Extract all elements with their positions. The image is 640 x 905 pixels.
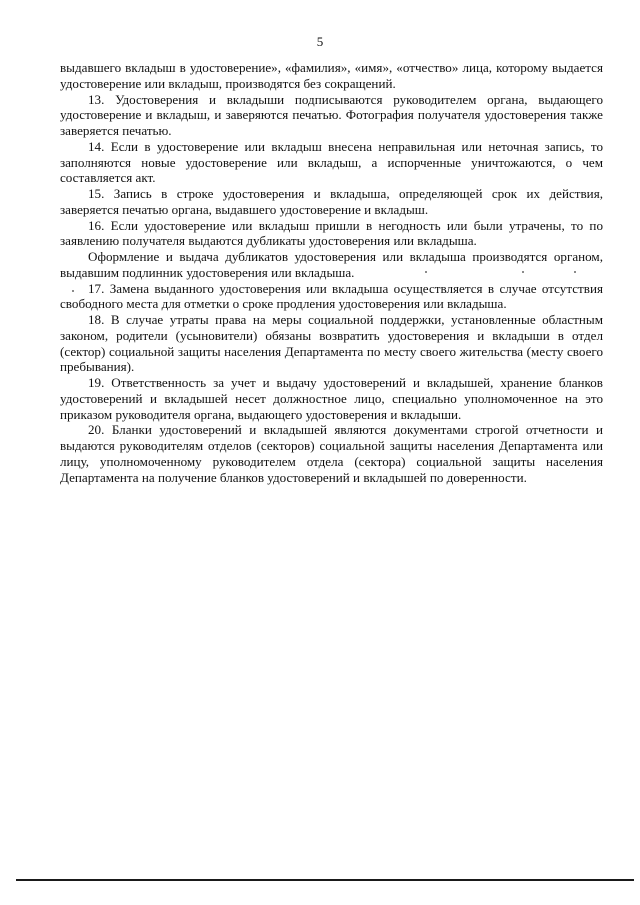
paragraph-continuation: выдавшего вкладыш в удостоверение», «фамилия», «имя», «отчество» лица, которому выдается удостоверение или вкладыш, производятся без сокращений. — [60, 60, 603, 91]
scan-speck — [72, 290, 74, 292]
paragraph-19: 19. Ответственность за учет и выдачу удостоверений и вкладышей, хранение бланков удостоверений и вкладышей несет должностное лицо, специально уполномоченное на это приказом руководителя органа, выдающего удостоверения и вкладыши. — [60, 375, 603, 422]
scan-speck — [425, 271, 427, 273]
paragraph-13: 13. Удостоверения и вкладыши подписываются руководителем органа, выдающего удостоверение и вкладыш, и заверяются печатью. Фотография получателя удостоверения также заверяется печатью. — [60, 91, 603, 138]
scan-speck — [574, 271, 576, 273]
paragraph-18: 18. В случае утраты права на меры социальной поддержки, установленные областным законом, родители (усыновители) обязаны возвратить удостоверения и вкладыши в отдел (сектор) социальной защиты населения Департамента по месту своего жительства (месту своего пребывания). — [60, 312, 603, 375]
bottom-border-line — [16, 879, 634, 881]
paragraph-16-duplicates: Оформление и выдача дубликатов удостоверения или вкладыша производятся органом, выдавшим подлинник удостоверения или вкладыша. — [60, 249, 603, 280]
paragraph-17: 17. Замена выданного удостоверения или вкладыша осуществляется в случае отсутствия свободного места для отметки о сроке продления удостоверения или вкладыша. — [60, 280, 603, 312]
paragraph-16: 16. Если удостоверение или вкладыш пришли в негодность или были утрачены, то по заявлению получателя выдаются дубликаты удостоверения или вкладыша. — [60, 217, 603, 249]
paragraph-15: 15. Запись в строке удостоверения и вкладыша, определяющей срок их действия, заверяется печатью органа, выдавшего удостоверение и вкладыш. — [60, 186, 603, 217]
scan-speck — [522, 271, 524, 273]
paragraph-20: 20. Бланки удостоверений и вкладышей являются документами строгой отчетности и выдаются руководителям отделов (секторов) социальной защиты населения Департамента или лицу, уполномоченному руководителем отдела (сектора) социальной защиты населения Департамента на получение бланков удостоверений и вкладышей по доверенности. — [60, 422, 603, 485]
page-number: 5 — [316, 34, 324, 49]
paragraph-14: 14. Если в удостоверение или вкладыш внесена неправильная или неточная запись, то заполняются новые удостоверение или вкладыш, а испорченные уничтожаются, о чем составляется акт. — [60, 138, 603, 186]
